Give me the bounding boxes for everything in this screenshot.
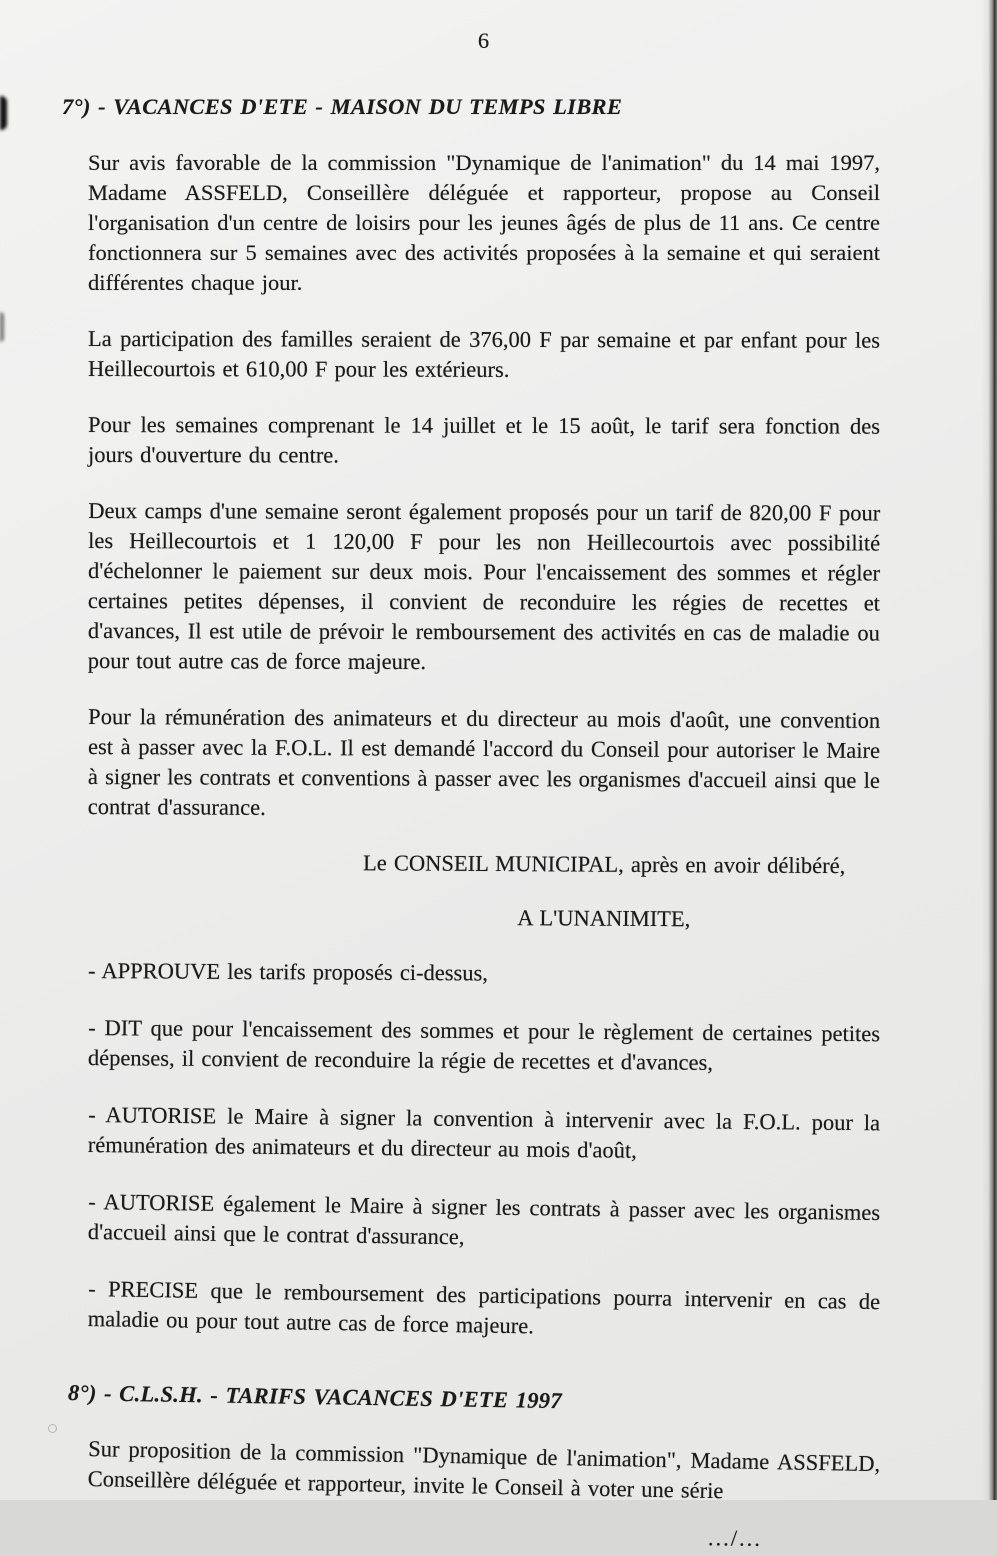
deliberation-block [330,848,879,935]
resolution-item: - PRECISE que le remboursement des participations pourra intervenir en cas de maladie ou pour tout autre cas de force majeure. [87,1276,881,1339]
section-7-heading: 7°) - VACANCES D'ETE - MAISON DU TEMPS LIBRE [62,94,623,119]
vote-line: A L'UNANIMITE, [517,905,691,932]
scan-smudge-artifact [0,96,7,130]
resolution-item: - AUTORISE le Maire à signer la convention à intervenir avec la F.O.L. pour la rémunération des animateurs et du directeur au mois d'août, [87,1102,881,1163]
section-8-heading: 8°) - C.L.S.H. - TARIFS VACANCES D'ETE 1997 [67,1380,563,1414]
paragraph: Sur proposition de la commission "Dynamique de l'animation", Madame ASSFELD, Conseillère déléguée et rapporteur, invite le Conseil à voter une série [87,1436,881,1504]
resolution-item: - DIT que pour l'encaissement des sommes et pour le règlement de certaines petites dépenses, il convient de reconduire la régie de recettes et d'avances, [87,1015,881,1075]
paragraph: Pour les semaines comprenant le 14 juillet et le 15 août, le tarif sera fonction des jours d'ouverture du centre. [87,412,881,468]
resolution-item: - AUTORISE également le Maire à signer les contrats à passer avec les organismes d'accueil ainsi que le contrat d'assurance, [87,1189,881,1250]
scan-smudge-artifact [0,312,4,342]
page-number: 6 [477,28,491,53]
paragraph: Sur avis favorable de la commission "Dynamique de l'animation" du 14 mai 1997, Madame ASSFELD, Conseillère déléguée et rapporteur, propose au Conseil l'organisation d'un centre de loisirs pour les jeunes âgés de plus de 11 ans. Ce centre fonctionnera sur 5 semaines avec des activités proposées à la semaine et qui seraient différentes chaque jour. [88,150,880,295]
paragraph: Pour la rémunération des animateurs et du directeur au mois d'août, une convention est à passer avec la F.O.L. Il est demandé l'accord du Conseil pour autoriser le Maire à signer les contrats et conventions à passer avec les organismes d'accueil ainsi que le contrat d'assurance. [87,704,881,820]
deliberation-line: Le CONSEIL MUNICIPAL, après en avoir délibéré, [362,850,846,879]
resolution-item: - APPROUVE les tarifs proposés ci-dessus, [87,958,489,986]
paragraph: Deux camps d'une semaine seront également proposés pour un tarif de 820,00 F pour les Heillecourtois et 1 120,00 F pour les non Heillecourtois avec possibilité d'échelonner le paiement sur deux mois. Pour l'encaissement des sommes et régler certaines petites dépenses, il convient de reconduire les régies de recettes et d'avances, Il est utile de prévoir le remboursement des activités en cas de maladie ou pour tout autre cas de force majeure. [87,498,881,675]
paragraph: La participation des familles seraient de 376,00 F par semaine et par enfant pour les Heillecourtois et 610,00 F pour les extérieurs. [87,326,881,382]
scan-speck-artifact [48,1424,57,1433]
continuation-mark: .../... [707,1525,763,1551]
